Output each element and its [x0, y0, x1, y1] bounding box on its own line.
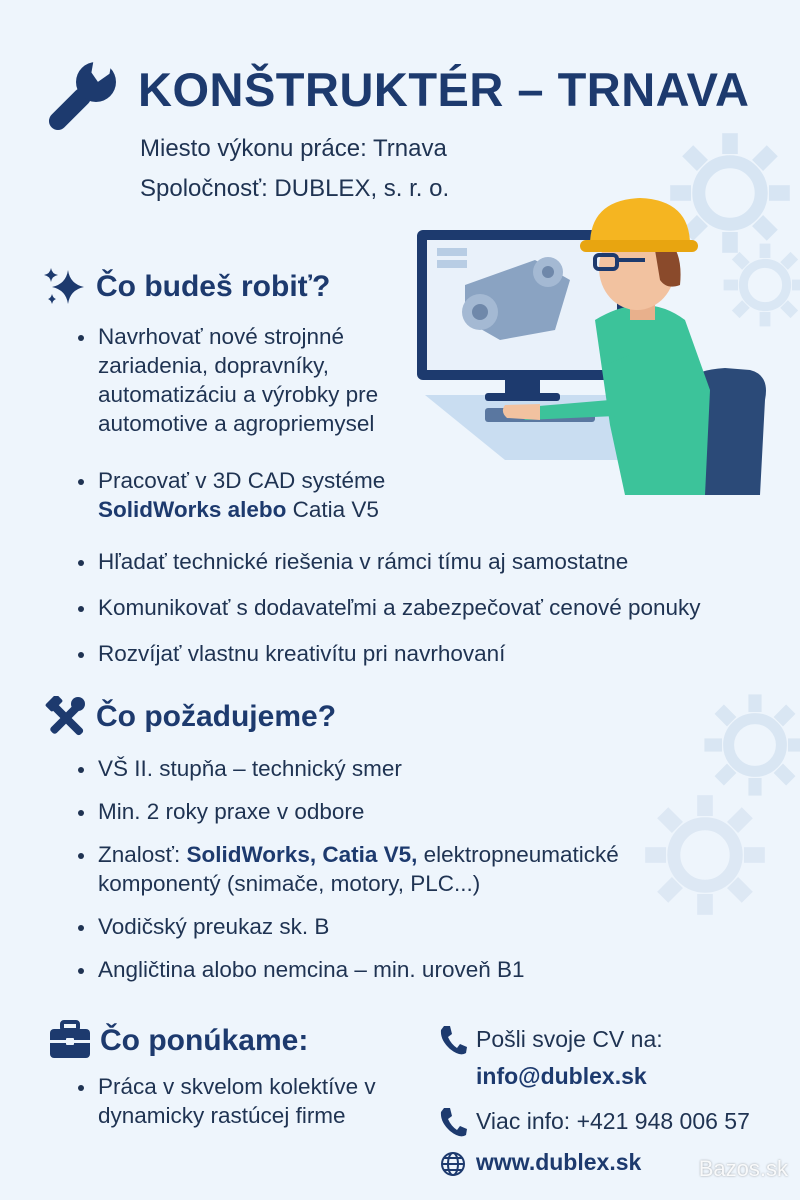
phone-icon	[438, 1106, 468, 1138]
duties-list-cad	[76, 466, 421, 524]
sparkle-icon	[42, 266, 88, 308]
list-item: Rozvíjať vlastnu kreativítu pri navrhovaní	[76, 639, 786, 668]
tools-icon	[44, 696, 88, 740]
list-item: Pracovať v 3D CAD systéme SolidWorks alebo Catia V5	[76, 466, 421, 524]
list-item: Znalosť: SolidWorks, Catia V5, elektropneumatické komponentý (snimače, motory, PLC...)	[76, 840, 716, 898]
list-item: VŠ II. stupňa – technický smer	[76, 754, 716, 783]
list-item: Min. 2 roky praxe v odbore	[76, 797, 716, 826]
wrench-icon	[40, 58, 120, 138]
list-item: Vodičský preukaz sk. B	[76, 912, 716, 941]
globe-icon	[440, 1151, 466, 1177]
requirements-list	[76, 754, 716, 984]
engineer-illustration	[405, 190, 775, 495]
company-name: Spoločnosť: DUBLEX, s. r. o.	[140, 175, 450, 202]
section-title-requirements: Čo požadujeme?	[96, 700, 337, 733]
duties-list-rest	[76, 547, 786, 668]
list-item: Navrhovať nové strojnné zariadenia, dopravníky, automatizáciu a výrobky pre automotive a agropriemysel	[76, 322, 421, 438]
section-title-offer: Čo ponúkame:	[100, 1024, 309, 1057]
list-item: Hľadať technické riešenia v rámci tímu aj samostatne	[76, 547, 786, 576]
work-location: Miesto výkonu práce: Trnava	[140, 135, 447, 162]
email-link[interactable]: info@dublex.sk	[476, 1063, 647, 1089]
briefcase-icon	[48, 1020, 92, 1060]
offer-list	[76, 1072, 406, 1130]
phone-icon	[438, 1024, 468, 1056]
phone-info[interactable]: Viac info: +421 948 006 57	[476, 1108, 750, 1134]
list-item: Práca v skvelom kolektíve v dynamicky rastúcej firme	[76, 1072, 406, 1130]
website-link[interactable]: www.dublex.sk	[476, 1149, 642, 1175]
duties-list	[76, 322, 421, 438]
section-title-duties: Čo budeš robiť?	[96, 270, 331, 303]
cv-label: Pošli svoje CV na:	[476, 1026, 663, 1052]
page-title: KONŠTRUKTÉR – TRNAVA	[138, 63, 750, 116]
watermark: Bazos.sk	[698, 1156, 788, 1181]
list-item: Komunikovať s dodavateľmi a zabezpečovať cenové ponuky	[76, 593, 786, 622]
list-item: Angličtina alobo nemcina – min. uroveň B1	[76, 955, 716, 984]
